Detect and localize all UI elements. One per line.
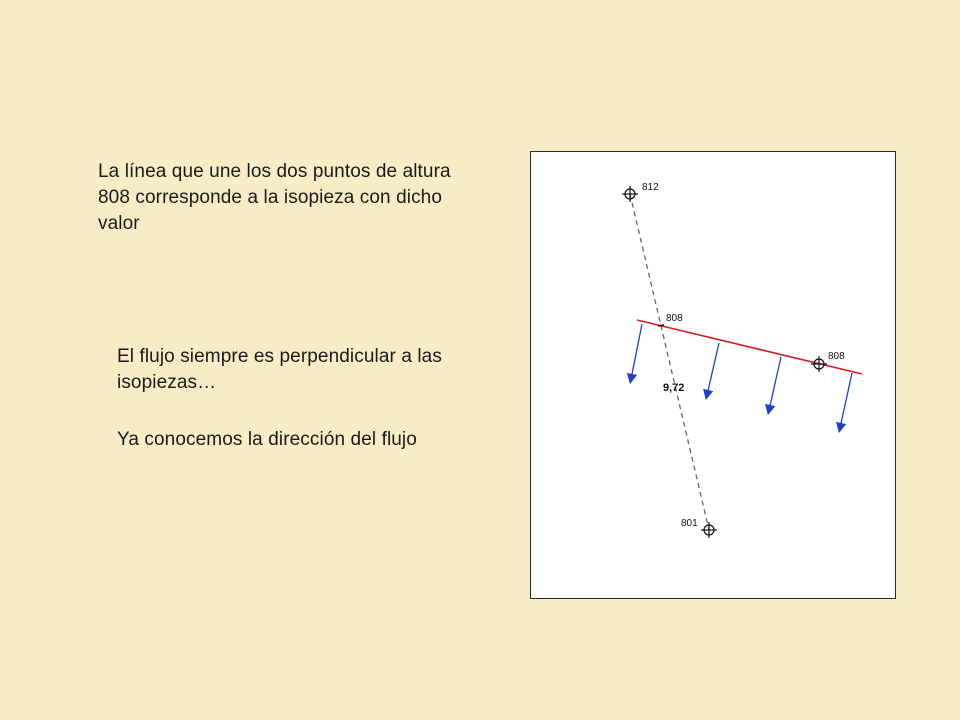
flow-direction-text: Ya conocemos la dirección del flujo (117, 429, 417, 450)
flow-arrow (707, 343, 719, 395)
flow-arrow (769, 357, 781, 410)
point-801-label: 801 (681, 518, 698, 529)
distance-label: 9,72 (663, 382, 685, 394)
point-808-label-right: 808 (828, 351, 845, 362)
point-812-marker (622, 186, 638, 202)
point-808-marker (811, 356, 827, 372)
point-812-label: 812 (642, 182, 659, 193)
dashed-line-812-801 (630, 194, 709, 530)
flow-arrow (840, 373, 852, 428)
isopieza-diagram (531, 152, 895, 598)
isopieza-explanation-text: La línea que une los dos puntos de altura 808 corresponde a la isopieza con dicho valor (98, 161, 451, 234)
isopieza-diagram-panel (530, 151, 896, 599)
flow-arrow (631, 324, 642, 379)
isopieza-808-line (637, 320, 862, 374)
point-801-marker (701, 522, 717, 538)
point-808-label-left: 808 (666, 313, 683, 324)
flow-perpendicular-text: El flujo siempre es perpendicular a las isopiezas… (117, 346, 442, 393)
point-808-tick (658, 325, 664, 326)
